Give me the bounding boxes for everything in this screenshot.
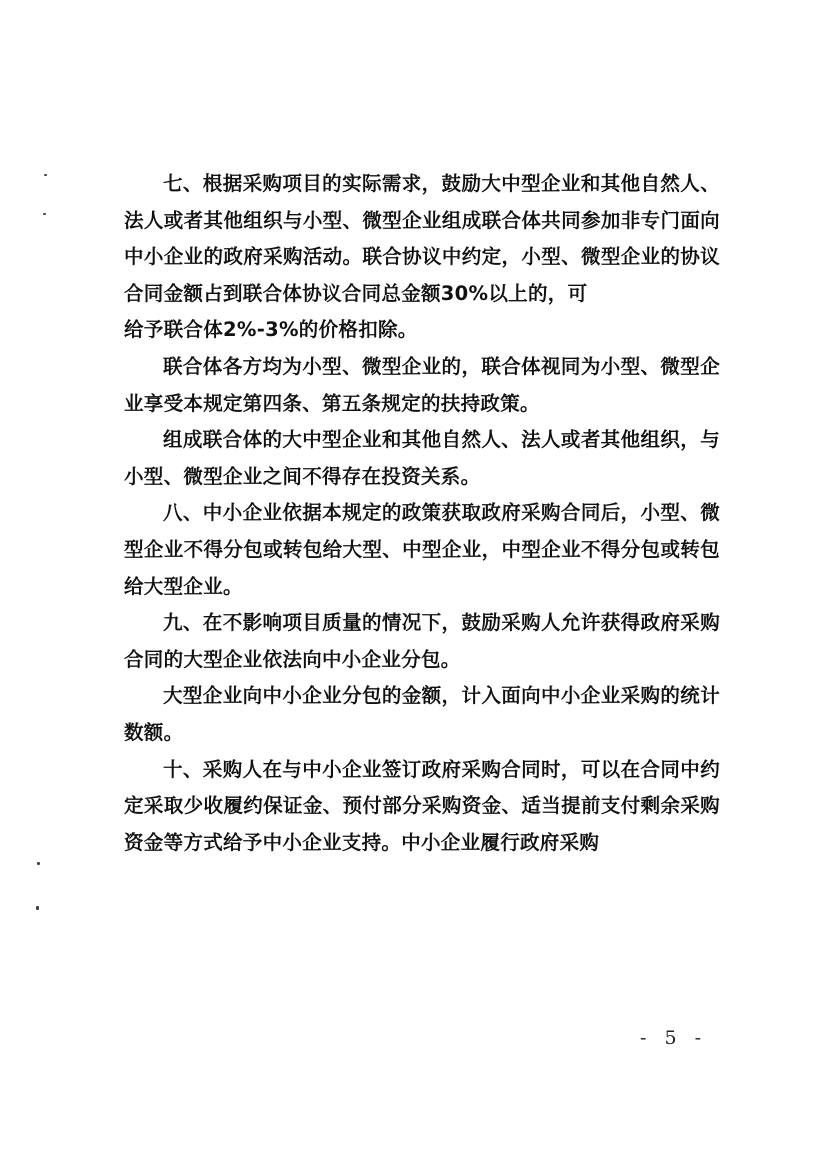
paragraph-subcontract-amount: 大型企业向中小企业分包的金额，计入面向中小企业采购的统计数额。 (124, 684, 720, 744)
scan-speck (44, 174, 47, 176)
scan-speck (43, 213, 46, 215)
paragraph-consortium-small: 联合体各方均为小型、微型企业的，联合体视同为小型、微型企业享受本规定第四条、第五条规定的扶持政策。 (124, 354, 720, 415)
paragraph-article-7: 七、根据采购项目的实际需求，鼓励大中型企业和其他自然人、法人或者其他组织与小型、微型企业组成联合体共同参加非专门面向中小企业的政府采购活动。联合协议中约定，小型、微型企业的协议合同金额占到联合体协议合同总金额30%以上的，可 (124, 172, 720, 305)
paragraph-article-10: 十、采购人在与中小企业签订政府采购合同时，可以在合同中约定采取少收履约保证金、预付部分采购资金、适当提前支付剩余采购资金等方式给予中小企业支持。中小企业履行政府采购 (124, 757, 720, 854)
document-body (124, 166, 720, 861)
paragraph-article-8: 八、中小企业依据本规定的政策获取政府采购合同后，小型、微型企业不得分包或转包给大型、中型企业，中型企业不得分包或转包给大型企业。 (124, 501, 720, 598)
paragraph-article-9: 九、在不影响项目质量的情况下，鼓励采购人允许获得政府采购合同的大型企业依法向中小企业分包。 (124, 611, 720, 671)
page-number: - 5 - (640, 1027, 708, 1049)
scan-speck (37, 862, 40, 865)
paragraph-consortium-relationship: 组成联合体的大中型企业和其他自然人、法人或者其他组织，与小型、微型企业之间不得存在投资关系。 (124, 428, 720, 488)
scan-speck (36, 906, 39, 910)
paragraph-article-7-continued: 给予联合体2%-3%的价格扣除。 (124, 318, 418, 342)
